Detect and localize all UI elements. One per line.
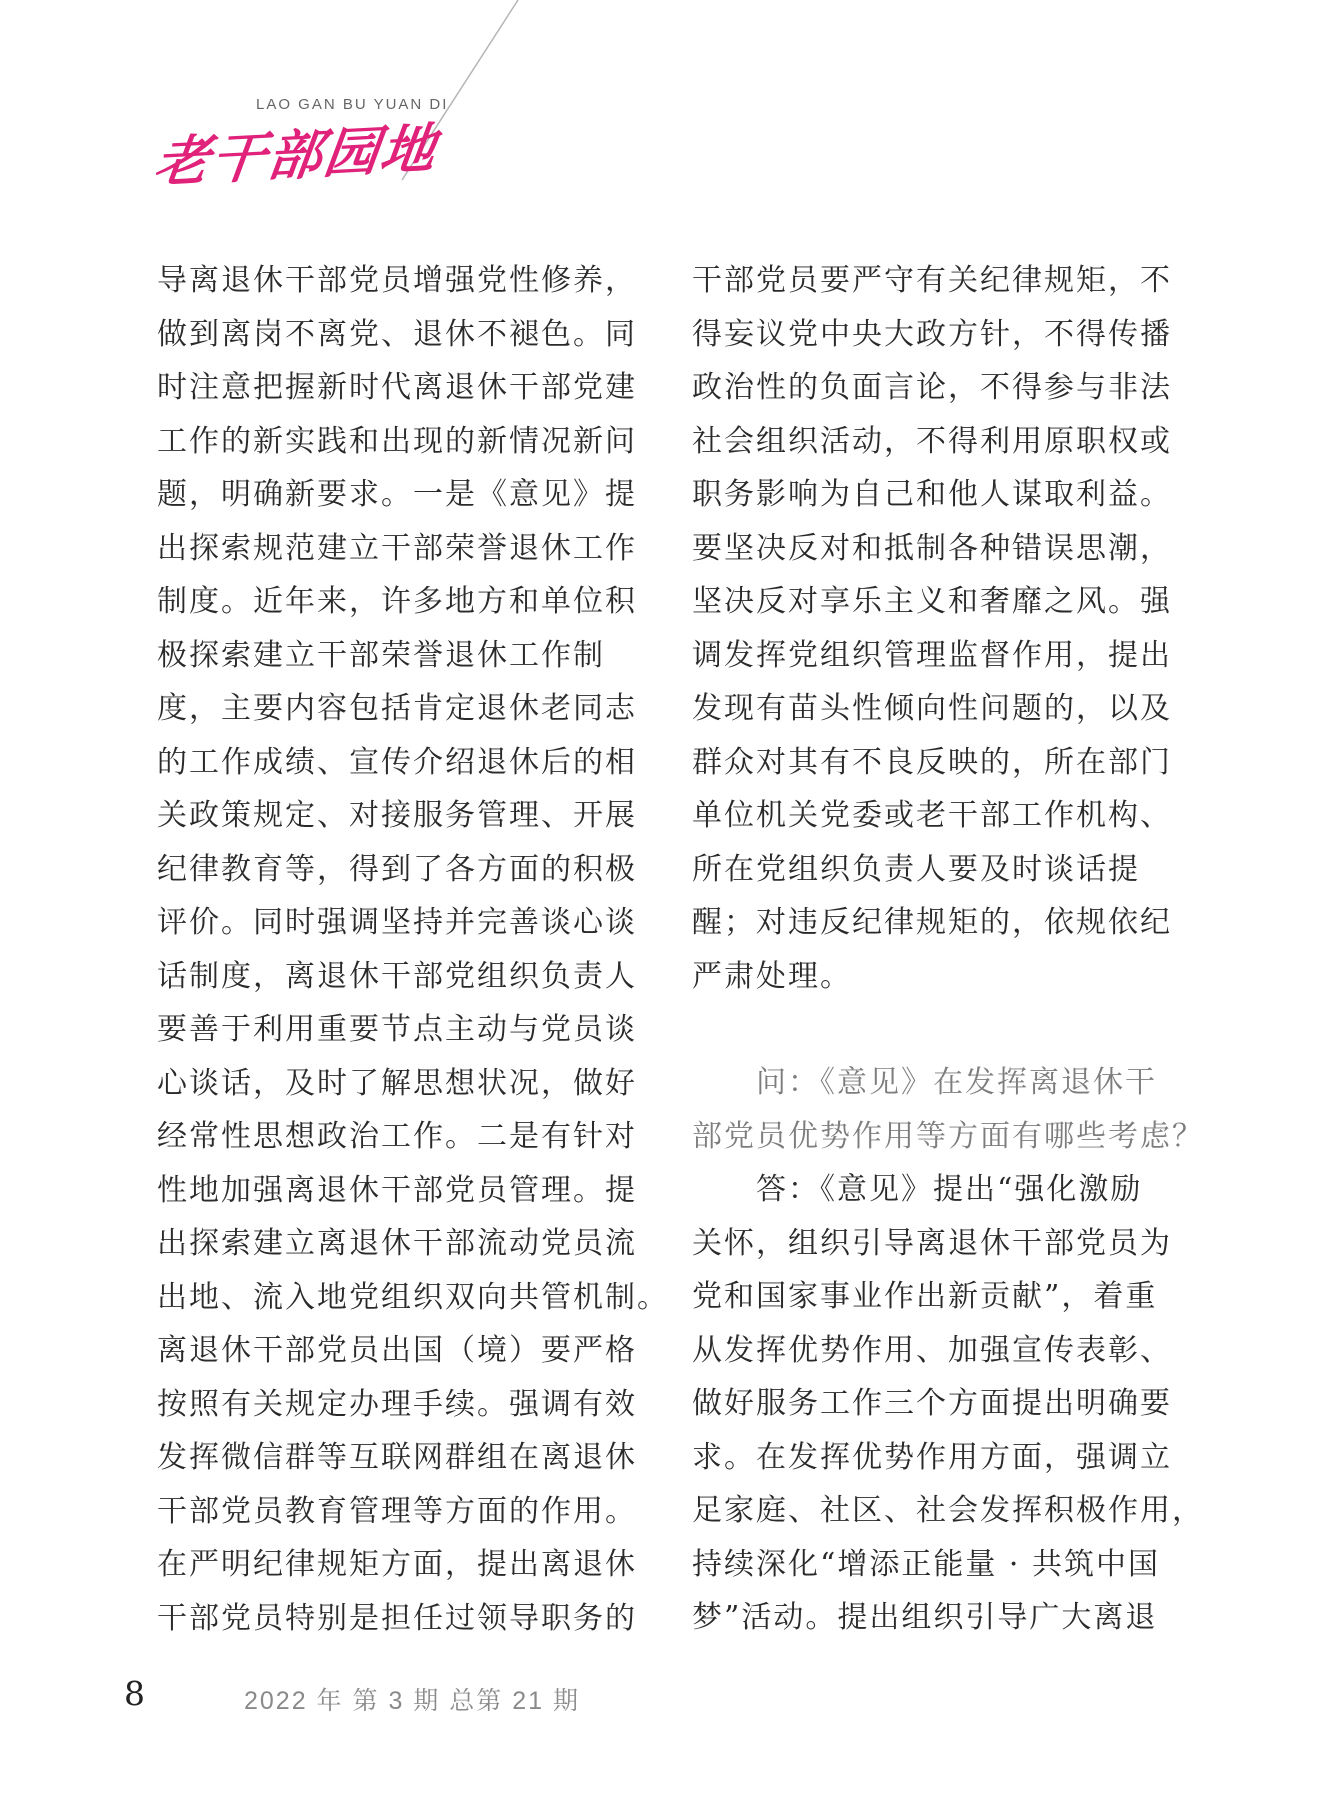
text-line: 出地、流入地党组织双向共管机制。 <box>157 1279 669 1315</box>
text-line: 社会组织活动，不得利用原职权或 <box>692 423 1172 459</box>
left-column <box>157 254 669 1645</box>
text-line: 政治性的负面言论，不得参与非法 <box>692 370 1172 405</box>
text-line: 党和国家事业作出新贡献”，着重 <box>692 1279 1158 1314</box>
text-line: 按照有关规定办理手续。强调有效 <box>157 1386 637 1422</box>
paragraph-gap <box>692 1003 1168 1056</box>
text-line: 部党员优势作用等方面有哪些考虑？ <box>692 1118 1204 1154</box>
text-line: 纪律教育等，得到了各方面的积极 <box>157 851 637 887</box>
text-line: 从发挥优势作用、加强宣传表彰、 <box>692 1332 1172 1368</box>
text-line: 足家庭、社区、社会发挥积极作用， <box>692 1493 1204 1528</box>
text-line: 醒；对违反纪律规矩的，依规依纪 <box>692 905 1172 940</box>
text-line: 离退休干部党员出国（境）要严格 <box>157 1333 637 1368</box>
text-line: 梦”活动。提出组织引导广大离退 <box>692 1600 1158 1635</box>
text-line: 答：《意见》提出“强化激励 <box>756 1172 1143 1207</box>
text-line: 题，明确新要求。一是《意见》提 <box>157 477 637 512</box>
text-line: 极探索建立干部荣誉退休工作制 <box>157 637 605 673</box>
text-line: 导离退休干部党员增强党性修养， <box>157 263 637 298</box>
text-line: 发挥微信群等互联网群组在离退休 <box>157 1440 637 1475</box>
text-line: 工作的新实践和出现的新情况新问 <box>157 423 637 459</box>
text-line: 干部党员教育管理等方面的作用。 <box>157 1493 637 1529</box>
text-line: 坚决反对享乐主义和奢靡之风。强 <box>692 584 1172 619</box>
text-line: 出探索建立离退休干部流动党员流 <box>157 1226 637 1261</box>
text-line: 度，主要内容包括肯定退休老同志 <box>157 691 637 726</box>
text-line: 得妄议党中央大政方针，不得传播 <box>692 316 1172 352</box>
page-number: 8 <box>124 1674 145 1713</box>
text-line: 做好服务工作三个方面提出明确要 <box>692 1386 1172 1421</box>
text-line: 做到离岗不离党、退休不褪色。同 <box>157 316 637 352</box>
text-line: 严肃处理。 <box>692 958 852 994</box>
text-line: 出探索规范建立干部荣誉退休工作 <box>157 530 637 566</box>
text-line: 性地加强离退休干部党员管理。提 <box>157 1172 637 1208</box>
issue-info: 2022 年 第 3 期 总第 21 期 <box>244 1687 580 1715</box>
text-line: 要坚决反对和抵制各种错误思潮， <box>692 530 1172 566</box>
text-line: 在严明纪律规矩方面，提出离退休 <box>157 1547 637 1582</box>
text-line: 问：《意见》在发挥离退休干 <box>756 1065 1157 1100</box>
text-line: 调发挥党组织管理监督作用，提出 <box>692 637 1172 673</box>
text-line: 时注意把握新时代离退休干部党建 <box>157 370 637 405</box>
text-line: 制度。近年来，许多地方和单位积 <box>157 584 637 619</box>
text-line: 评价。同时强调坚持并完善谈心谈 <box>157 905 637 940</box>
text-line: 所在党组织负责人要及时谈话提 <box>692 851 1140 887</box>
text-line: 干部党员特别是担任过领导职务的 <box>157 1600 637 1636</box>
text-line: 单位机关党委或老干部工作机构、 <box>692 798 1172 833</box>
text-line: 持续深化“增添正能量 · 共筑中国 <box>692 1546 1160 1582</box>
text-line: 发现有苗头性倾向性问题的，以及 <box>692 691 1172 726</box>
masthead-logo: 老干部园地 <box>150 115 442 195</box>
text-line: 群众对其有不良反映的，所在部门 <box>692 744 1172 780</box>
text-line: 关怀，组织引导离退休干部党员为 <box>692 1225 1172 1261</box>
text-line: 干部党员要严守有关纪律规矩，不 <box>692 263 1172 298</box>
text-line: 经常性思想政治工作。二是有针对 <box>157 1119 637 1154</box>
text-line: 要善于利用重要节点主动与党员谈 <box>157 1012 637 1047</box>
text-line: 求。在发挥优势作用方面，强调立 <box>692 1439 1172 1475</box>
masthead-pinyin: LAO GAN BU YUAN DI <box>256 96 449 113</box>
text-line: 心谈话，及时了解思想状况，做好 <box>157 1065 637 1101</box>
masthead <box>0 0 560 200</box>
right-column <box>692 254 1204 1645</box>
text-line: 职务影响为自己和他人谋取利益。 <box>692 477 1172 512</box>
text-line: 关政策规定、对接服务管理、开展 <box>157 798 637 833</box>
text-line: 话制度，离退休干部党组织负责人 <box>157 958 637 994</box>
text-line: 的工作成绩、宣传介绍退休后的相 <box>157 744 637 780</box>
